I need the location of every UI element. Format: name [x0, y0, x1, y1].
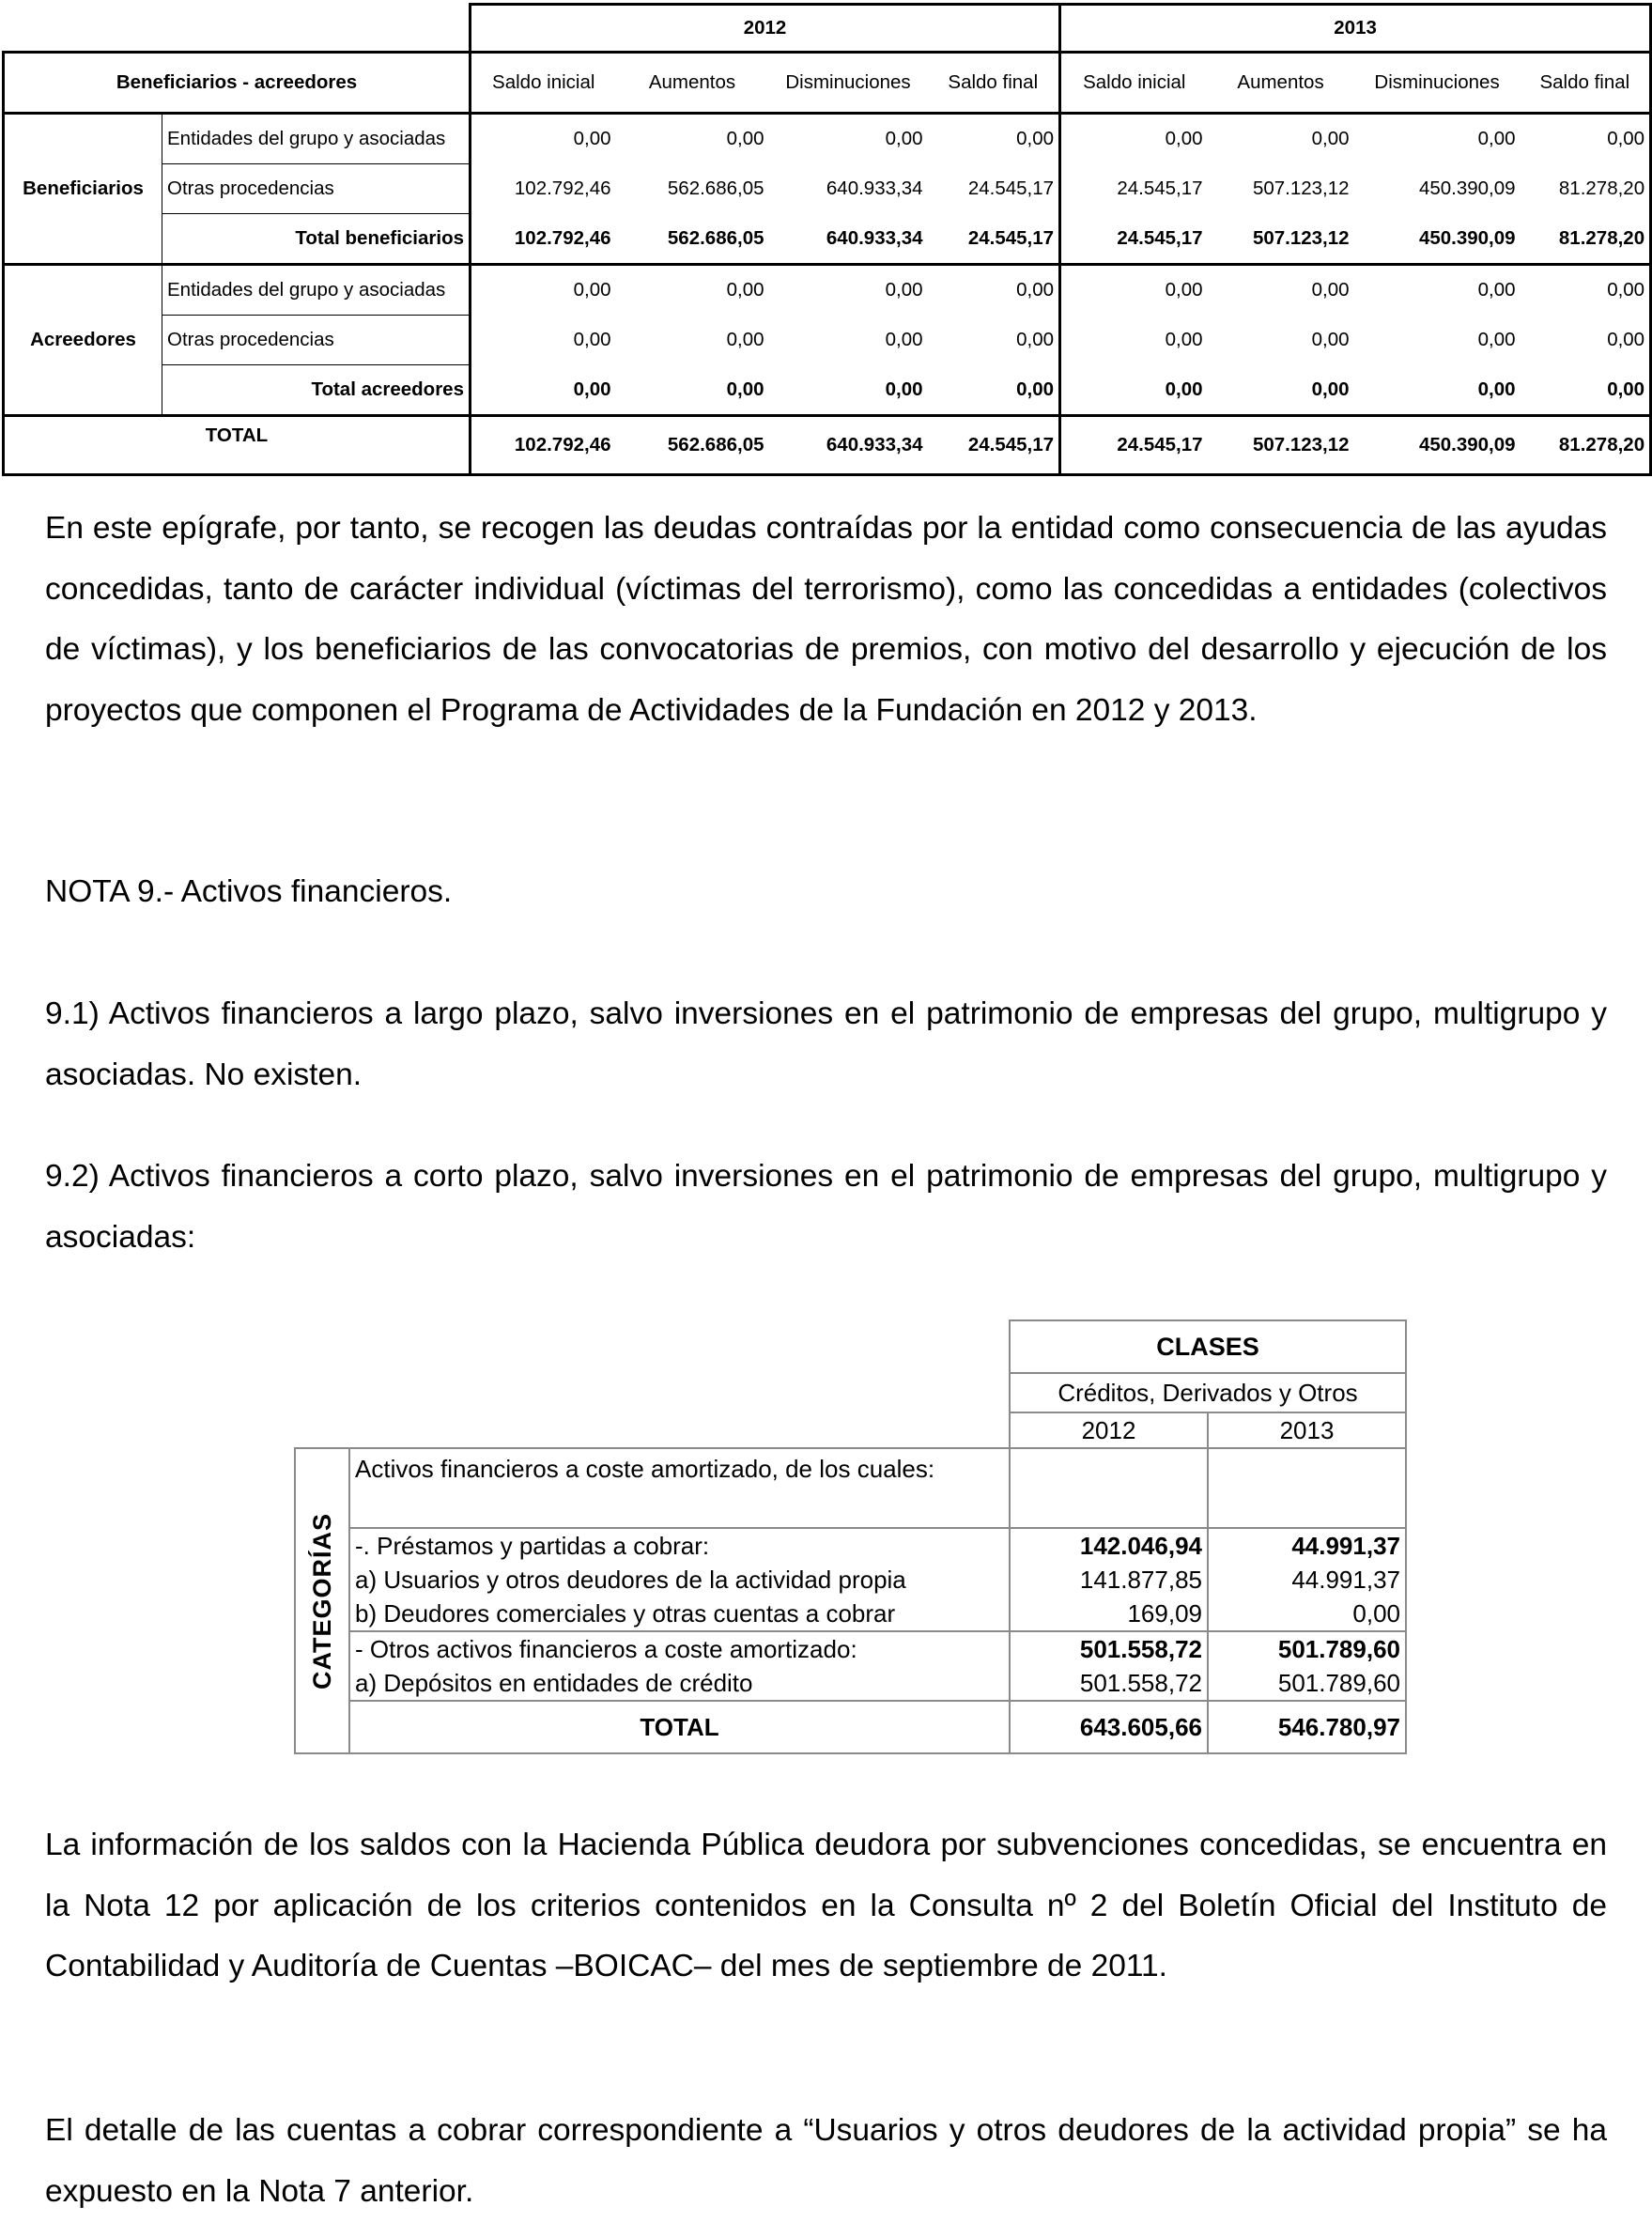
cell: 24.545,17	[1060, 214, 1208, 265]
total-label: TOTAL	[4, 416, 471, 475]
total-cell: 24.545,17	[1060, 416, 1208, 475]
cell: 0,00	[1016, 329, 1055, 350]
cell: 0,00	[928, 365, 1060, 416]
total-cell: 640.933,34	[769, 416, 928, 475]
cell: 562.686,05	[616, 214, 769, 265]
cell: 24.545,17	[967, 177, 1055, 199]
paragraph-hacienda: La información de los saldos con la Hacienda Pública deudora por subvenciones concedidas, se encuentra en la Nota 12 por aplicación de los criterios contenidos en la Consulta nº 2 del Boletín Oficial del Instituto de Contabilidad y Auditoría de Cuentas –BOICAC– del mes de septiembre de 2011.	[45, 1828, 1607, 1983]
cell: 0,00	[885, 329, 923, 350]
cell: 102.792,46	[471, 164, 616, 214]
year-2013-header: 2013	[1208, 1412, 1406, 1448]
total-cell: 24.545,17	[928, 416, 1060, 475]
cell: 0,00	[1060, 114, 1208, 164]
total-cell: 507.123,12	[1208, 416, 1354, 475]
row-label-total-acreedores: Total acreedores	[162, 365, 471, 416]
cell: 640.933,34	[769, 214, 928, 265]
cell: 0,00	[1060, 265, 1208, 316]
row-label: b) Deudores comerciales y otras cuentas a cobrar	[349, 1597, 1010, 1631]
cell: 0,00	[1016, 128, 1055, 150]
cell: 142.046,94	[1010, 1528, 1208, 1563]
blank-corner	[295, 1373, 1010, 1412]
blank-corner	[295, 1412, 1010, 1448]
group-label-acreedores: Acreedores	[4, 265, 162, 416]
row-label: Otras procedencias	[162, 164, 471, 214]
cell: 0,00	[1354, 365, 1521, 416]
cell: 501.558,72	[1010, 1666, 1208, 1701]
cell: 0,00	[471, 365, 616, 416]
cell: 0,00	[1521, 265, 1651, 316]
blank-corner	[4, 5, 471, 53]
cell: 169,09	[1010, 1597, 1208, 1631]
cell: 0,00	[471, 265, 616, 316]
cell: 562.686,05	[667, 177, 764, 199]
cell: 0,00	[616, 365, 769, 416]
row-label: Entidades del grupo y asociadas	[162, 265, 471, 316]
cell: 0,00	[471, 114, 616, 164]
col-saldo-final-2012: Saldo final	[928, 53, 1060, 114]
cell: 0,00	[1521, 114, 1651, 164]
cell: 0,00	[1060, 316, 1208, 365]
cell	[1010, 1448, 1208, 1528]
cell: 0,00	[1060, 365, 1208, 416]
row-label: -. Préstamos y partidas a cobrar:	[349, 1528, 1010, 1563]
total-cell: 450.390,09	[1354, 416, 1521, 475]
cell: 141.877,85	[1010, 1563, 1208, 1597]
cell: 0,00	[885, 128, 923, 150]
activos-financieros-table	[294, 1319, 1407, 1754]
header-label: Beneficiarios - acreedores	[4, 53, 471, 114]
col-saldo-inicial-2012: Saldo inicial	[471, 53, 616, 114]
row-label: Otras procedencias	[162, 316, 471, 365]
cell: 450.390,09	[1418, 177, 1516, 199]
group-label-beneficiarios: Beneficiarios	[4, 114, 162, 265]
cell: 0,00	[1477, 329, 1516, 350]
cell: 0,00	[1208, 1597, 1406, 1631]
paragraph-detalle: El detalle de las cuentas a cobrar correspondiente a “Usuarios y otros deudores de la actividad propia” se ha expuesto en la Nota 7 anterior.	[45, 2113, 1607, 2209]
total-cell: 643.605,66	[1010, 1701, 1208, 1753]
cell: 507.123,12	[1252, 177, 1350, 199]
year-2012-header: 2012	[471, 5, 1060, 53]
cell: 24.545,17	[928, 214, 1060, 265]
total-cell: 102.792,46	[471, 416, 616, 475]
subheader-creditos: Créditos, Derivados y Otros	[1010, 1373, 1406, 1412]
total-cell: 546.780,97	[1208, 1701, 1406, 1753]
cell: 0,00	[885, 279, 923, 301]
cell: 501.789,60	[1208, 1631, 1406, 1666]
row-label: a) Usuarios y otros deudores de la actividad propia	[349, 1563, 1010, 1597]
col-disminuciones-2013: Disminuciones	[1354, 53, 1521, 114]
paragraph-9-2: 9.2) Activos financieros a corto plazo, salvo inversiones en el patrimonio de empresas del grupo, multigrupo y asociadas:	[45, 1159, 1607, 1255]
cell	[1208, 1448, 1406, 1528]
total-cell: 562.686,05	[616, 416, 769, 475]
row-label: a) Depósitos en entidades de crédito	[349, 1666, 1010, 1701]
cell: 0,00	[1521, 365, 1651, 416]
clases-header: CLASES	[1010, 1320, 1406, 1373]
cell: 0,00	[1477, 128, 1516, 150]
year-2013-header: 2013	[1060, 5, 1651, 53]
paragraph-deudas: En este epígrafe, por tanto, se recogen las deudas contraídas por la entidad como consecuencia de las ayudas concedidas, tanto de carácter individual (víctimas del terrorismo), como las concedidas a entidades (colectivos de víctimas), y los beneficiarios de las convocatorias de premios, con motivo del desarrollo y ejecución de los proyectos que componen el Programa de Actividades de la Fundación en 2012 y 2013.	[45, 511, 1607, 728]
categorias-vertical-text: CATEGORÍAS	[308, 1512, 336, 1690]
year-2012-header: 2012	[1010, 1412, 1208, 1448]
cell: 0,00	[726, 128, 764, 150]
cell: 0,00	[1311, 279, 1350, 301]
cell: 0,00	[471, 316, 616, 365]
cell: 501.558,72	[1010, 1631, 1208, 1666]
row-label: Entidades del grupo y asociadas	[162, 114, 471, 164]
cell: 44.991,37	[1208, 1528, 1406, 1563]
total-cell: 81.278,20	[1521, 416, 1651, 475]
cell: 507.123,12	[1208, 214, 1354, 265]
cell: 0,00	[1311, 128, 1350, 150]
col-aumentos-2013: Aumentos	[1208, 53, 1354, 114]
col-disminuciones-2012: Disminuciones	[769, 53, 928, 114]
cell: 0,00	[1477, 279, 1516, 301]
beneficiarios-acreedores-table	[2, 3, 1652, 476]
categorias-label	[295, 1448, 349, 1753]
cell: 640.933,34	[826, 177, 923, 199]
cell: 0,00	[1016, 279, 1055, 301]
col-aumentos-2012: Aumentos	[616, 53, 769, 114]
col-saldo-final-2013: Saldo final	[1521, 53, 1651, 114]
cell: 81.278,20	[1521, 164, 1651, 214]
blank-corner	[295, 1320, 1010, 1373]
nota-9-heading: NOTA 9.- Activos financieros.	[45, 874, 453, 909]
cell: 24.545,17	[1060, 164, 1208, 214]
cell: 44.991,37	[1208, 1563, 1406, 1597]
cell: 0,00	[726, 329, 764, 350]
cell: 81.278,20	[1521, 214, 1651, 265]
cell: 0,00	[726, 279, 764, 301]
col-saldo-inicial-2013: Saldo inicial	[1060, 53, 1208, 114]
cell: 450.390,09	[1354, 214, 1521, 265]
cell: 0,00	[1208, 365, 1354, 416]
cell: 102.792,46	[471, 214, 616, 265]
paragraph-9-1: 9.1) Activos financieros a largo plazo, salvo inversiones en el patrimonio de empresas del grupo, multigrupo y asociadas. No existen.	[45, 996, 1607, 1092]
row-label-total-beneficiarios: Total beneficiarios	[162, 214, 471, 265]
row-label: Activos financieros a coste amortizado, de los cuales:	[349, 1448, 1010, 1528]
cell: 0,00	[1311, 329, 1350, 350]
cell: 501.789,60	[1208, 1666, 1406, 1701]
total-label: TOTAL	[349, 1701, 1010, 1753]
cell: 0,00	[769, 365, 928, 416]
row-label: - Otros activos financieros a coste amortizado:	[349, 1631, 1010, 1666]
cell: 0,00	[1521, 316, 1651, 365]
